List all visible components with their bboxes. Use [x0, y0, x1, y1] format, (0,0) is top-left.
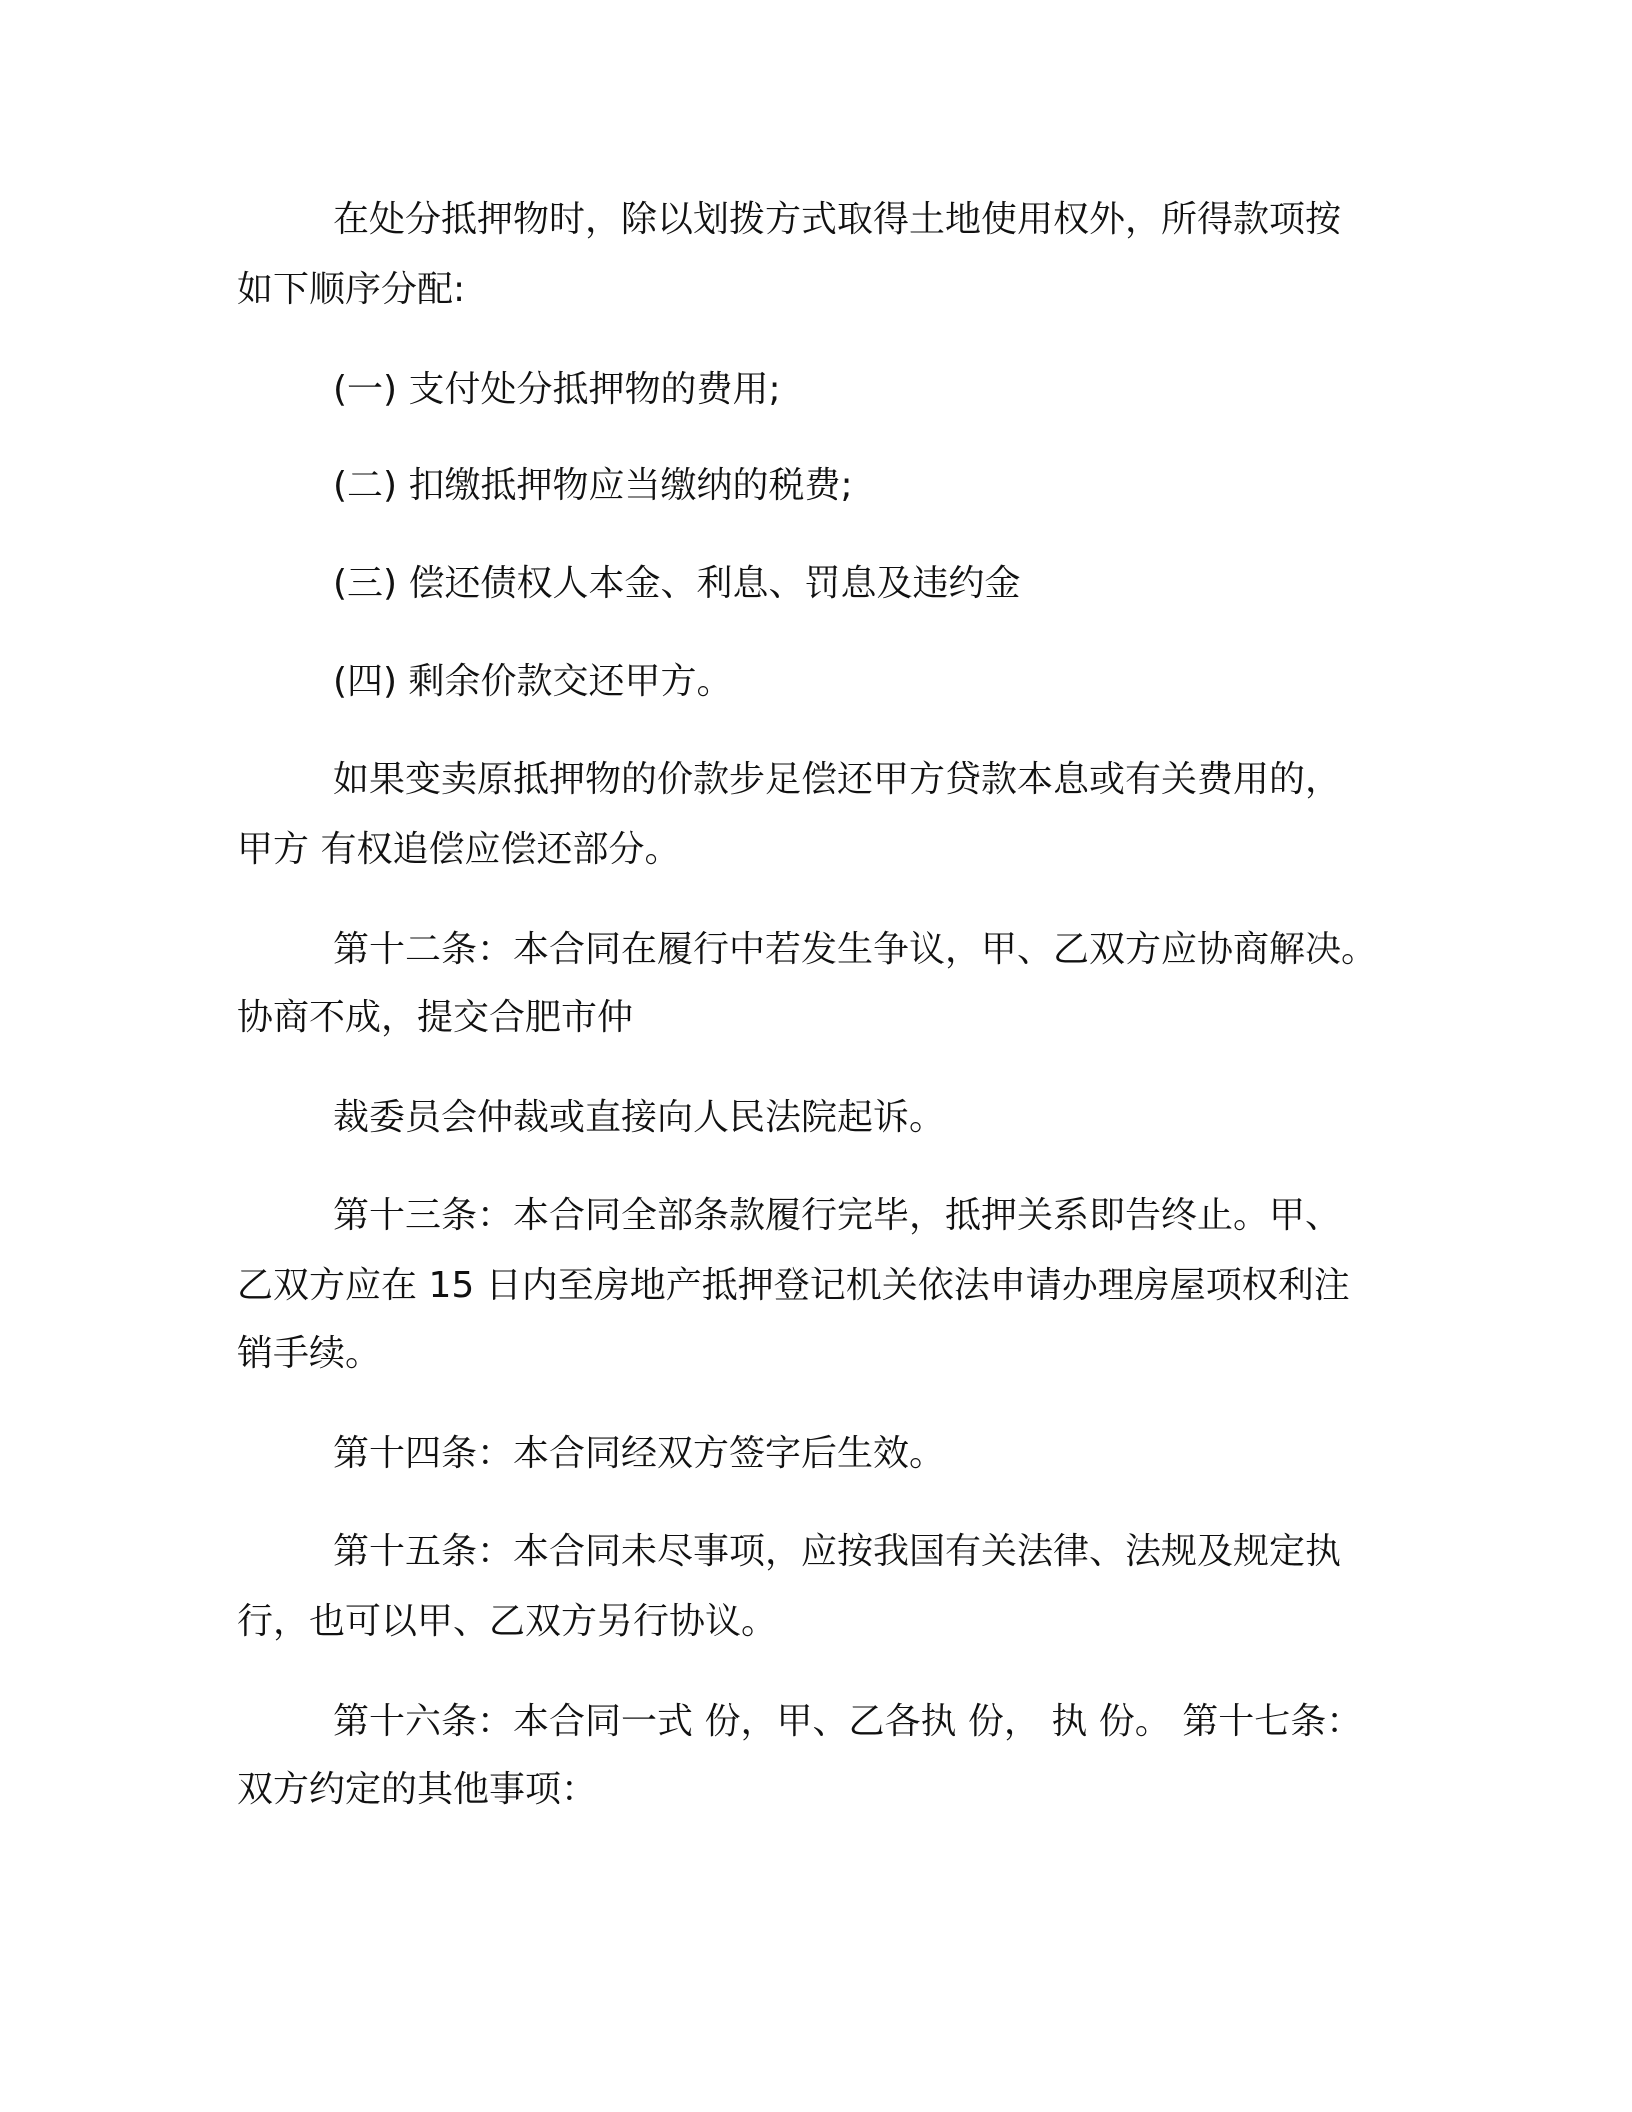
paragraph-line: 如下顺序分配: [237, 269, 466, 310]
article-14-line: 第十四条：本合同经双方签字后生效。 [333, 1433, 946, 1474]
article-16-line: 第十六条：本合同一式 份，甲、乙各执 份， 执 份。 第十七条： [333, 1701, 1363, 1742]
paragraph-line: 甲方 有权追偿应偿还部分。 [237, 829, 681, 870]
article-12-line: 第十二条：本合同在履行中若发生争议，甲、乙双方应协商解决。 [333, 929, 1378, 970]
article-15-line: 行，也可以甲、乙双方另行协议。 [237, 1601, 778, 1642]
article-12-line: 协商不成，提交合肥市仲 [237, 997, 634, 1038]
article-15-line: 第十五条：本合同未尽事项，应按我国有关法律、法规及规定执 [333, 1531, 1342, 1572]
paragraph-line: 如果变卖原抵押物的价款步足偿还甲方贷款本息或有关费用的， [333, 759, 1342, 800]
paragraph-line: 在处分抵押物时，除以划拨方式取得土地使用权外，所得款项按 [333, 199, 1342, 240]
list-item: (三) 偿还债权人本金、利息、罚息及违约金 [333, 563, 1021, 604]
list-item: (二) 扣缴抵押物应当缴纳的税费; [333, 465, 853, 506]
article-13-line: 乙双方应在 15 日内至房地产抵押登记机关依法申请办理房屋项权利注 [237, 1265, 1350, 1306]
article-13-line: 第十三条：本合同全部条款履行完毕，抵押关系即告终止。甲、 [333, 1195, 1342, 1236]
list-item: (四) 剩余价款交还甲方。 [333, 661, 733, 702]
list-item: (一) 支付处分抵押物的费用; [333, 369, 781, 410]
paragraph-line: 裁委员会仲裁或直接向人民法院起诉。 [333, 1097, 946, 1138]
article-13-line: 销手续。 [237, 1333, 382, 1374]
article-17-line: 双方约定的其他事项： [237, 1769, 598, 1810]
